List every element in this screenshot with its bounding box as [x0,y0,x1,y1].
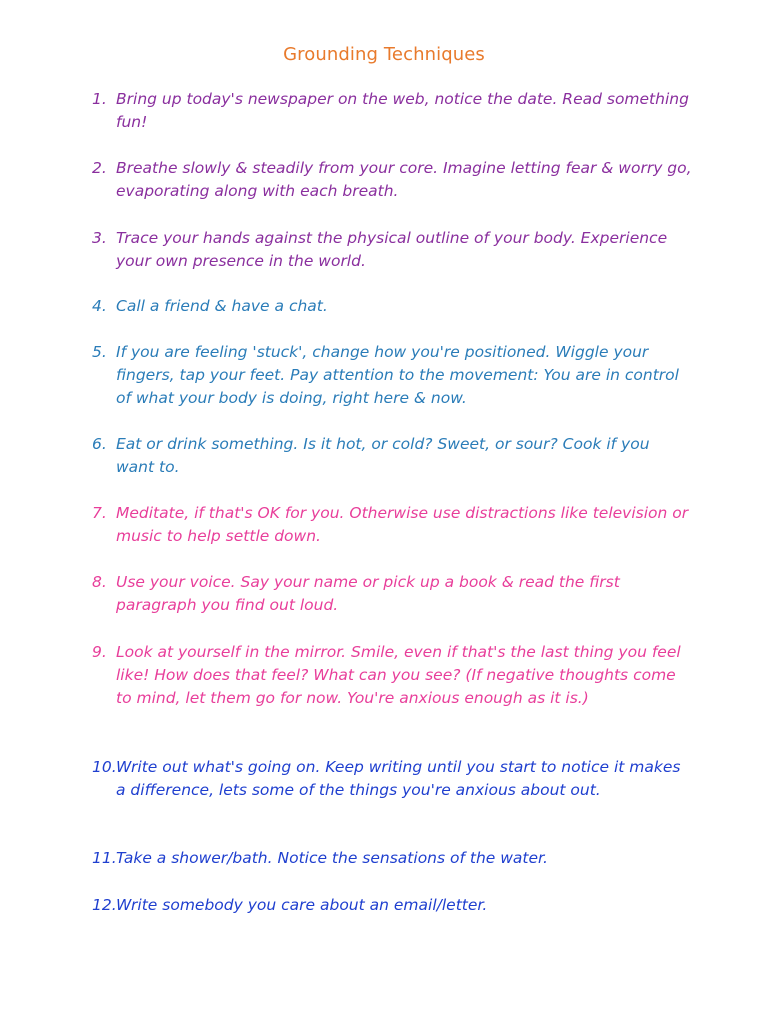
item-text: Eat or drink something. Is it hot, or cold? Sweet, or sour? Cook if you want to. [116,435,650,476]
list-item-12 [92,894,692,917]
page-title: Grounding Techniques [283,44,485,65]
item-number: 10. [92,758,117,776]
item-text: Breathe slowly & steadily from your core. Imagine letting fear & worry go, evaporating along with each breath. [116,159,692,200]
list-item-8 [92,571,692,617]
list-item-10 [92,756,692,802]
item-number: 8. [92,573,107,591]
item-text: Call a friend & have a chat. [116,297,328,315]
item-number: 6. [92,435,107,453]
list-item-11 [92,847,692,870]
item-number: 2. [92,159,107,177]
list-item-5 [92,341,692,410]
item-number: 11. [92,849,117,867]
item-text: Write somebody you care about an email/letter. [116,896,488,914]
list-item-3 [92,227,692,273]
item-number: 7. [92,504,107,522]
list-item-4 [92,295,692,318]
item-number: 12. [92,896,117,914]
list-item-7 [92,502,692,548]
item-text: Meditate, if that's OK for you. Otherwise use distractions like television or music to help settle down. [116,504,689,545]
list-item-1 [92,88,692,134]
list-item-2 [92,157,692,203]
item-text: Trace your hands against the physical outline of your body. Experience your own presence in the world. [116,229,668,270]
item-number: 5. [92,343,107,361]
item-text: Use your voice. Say your name or pick up a book & read the first paragraph you find out loud. [116,573,620,614]
item-text: Write out what's going on. Keep writing until you start to notice it makes a difference, lets some of the things you're anxious about out. [116,758,681,799]
item-number: 4. [92,297,107,315]
item-number: 3. [92,229,107,247]
item-text: Look at yourself in the mirror. Smile, even if that's the last thing you feel like! How does that feel? What can you see? (If negative thoughts come to mind, let them go for now. You're anxious enough as it is.) [116,643,681,707]
item-number: 1. [92,90,107,108]
list-item-9 [92,641,692,710]
list-item-6 [92,433,692,479]
item-text: Bring up today's newspaper on the web, notice the date. Read something fun! [116,90,689,131]
item-text: Take a shower/bath. Notice the sensations of the water. [116,849,548,867]
item-text: If you are feeling 'stuck', change how you're positioned. Wiggle your fingers, tap your feet. Pay attention to the movement: You are in control of what your body is doing, right here & now. [116,343,679,407]
item-number: 9. [92,643,107,661]
